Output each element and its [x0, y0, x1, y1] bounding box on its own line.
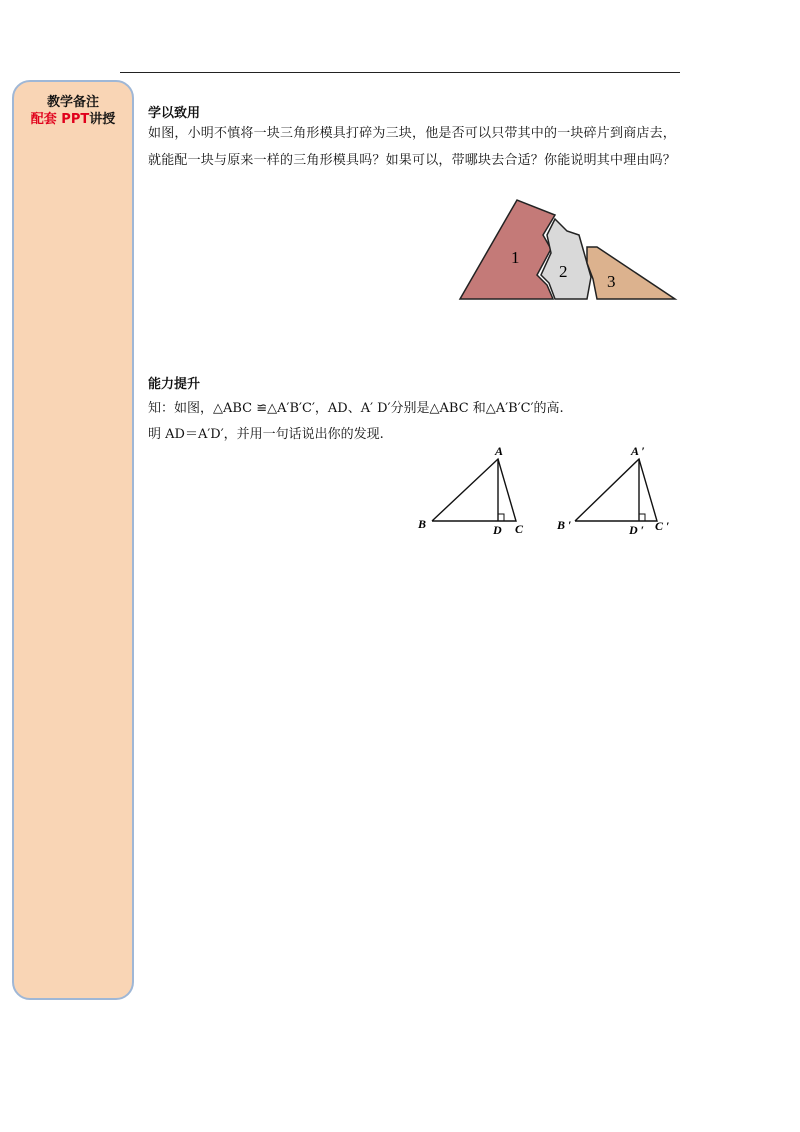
- piece-1: [460, 200, 555, 299]
- label-c-prime: C ′: [655, 519, 670, 533]
- problem-question: 明 AD＝A′D′，并用一句话说出你的发现.: [148, 427, 384, 442]
- label-a-prime: A ′: [631, 444, 645, 458]
- problem-text-broken-triangle: 如图，小明不慎将一块三角形模具打碎为三块，他是否可以只带其中的一块碎片到商店去，就能配一块与原来一样的三角形模具吗？如果可以，带哪块去合适？你能说明其中理由吗？: [148, 126, 677, 168]
- broken-triangle-figure: [455, 195, 685, 305]
- problem-statement: 知：如图，△ABC ≌△A′B′C′，AD、A′ D′分别是△ABC 和△A′B′C′的高.: [148, 401, 564, 416]
- teaching-notes-sidebar: [12, 80, 134, 1000]
- label-b: B: [418, 517, 427, 531]
- sidebar-title: 教学备注: [46, 95, 99, 110]
- label-c: C: [515, 522, 524, 536]
- triangle-a1b1c1-figure: [553, 442, 683, 538]
- piece-2-label: 2: [559, 262, 568, 281]
- sidebar-ppt-label: 配套 PPT: [30, 112, 90, 127]
- piece-1-label: 1: [511, 248, 520, 267]
- section-heading-apply: 学以致用: [148, 106, 201, 121]
- label-a: A: [495, 444, 504, 458]
- sidebar-lecture-label: 讲授: [89, 112, 116, 127]
- piece-3-label: 3: [607, 272, 616, 291]
- triangle-abc-figure: [412, 442, 532, 538]
- section-heading-improve: 能力提升: [148, 377, 201, 392]
- label-b-prime: B ′: [557, 518, 572, 532]
- triangle-a1b1c1: [575, 459, 657, 521]
- label-d: D: [493, 523, 502, 537]
- right-angle-mark-2: [639, 514, 645, 521]
- piece-3: [587, 247, 675, 299]
- label-d-prime: D ′: [629, 523, 645, 537]
- top-rule: [120, 72, 680, 73]
- sidebar-subtitle: [14, 111, 132, 128]
- right-angle-mark: [498, 514, 504, 521]
- triangle-abc: [432, 459, 516, 521]
